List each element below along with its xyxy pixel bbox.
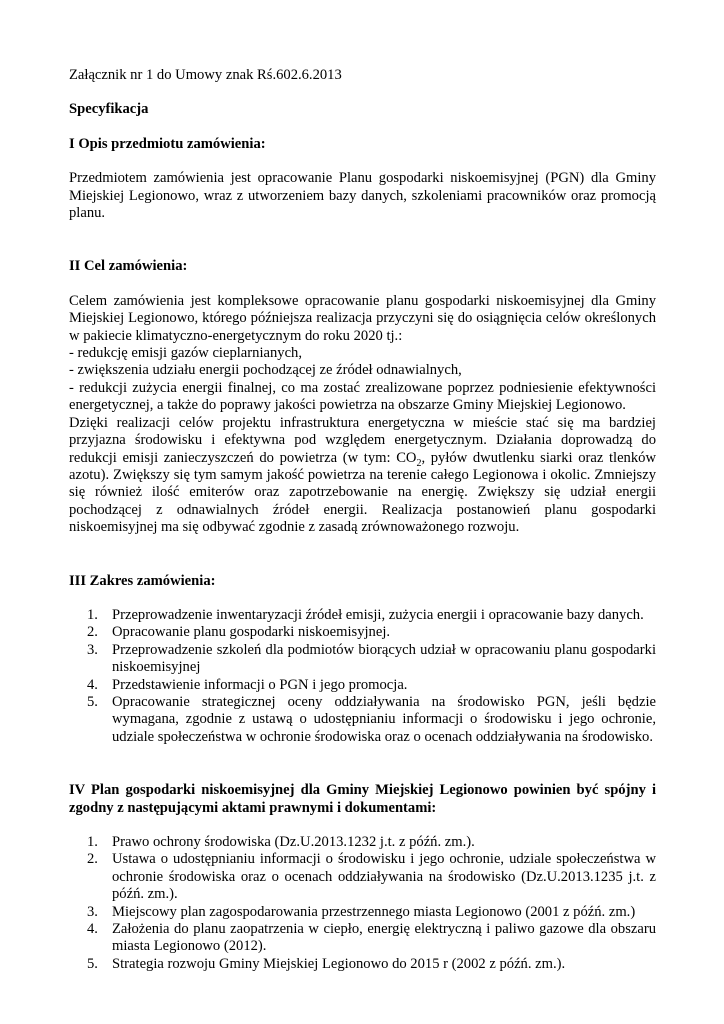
list-item (69, 677, 656, 694)
document-page (69, 67, 656, 973)
attachment-reference: Załącznik nr 1 do Umowy znak Rś.602.6.2013 (69, 67, 342, 83)
list-item-text: Opracowanie strategicznej oceny oddziaływania na środowisko PGN, jeśli będzie wymagana, zgodnie z ustawą o udostępnianiu informacji o środowisku i jego ochronie, udziale społeczeństwa w ochronie środowiska oraz o ocenach oddziaływania na środowisko. (112, 693, 656, 745)
list-item (69, 904, 656, 921)
list-item (69, 834, 656, 851)
section3-heading: III Zakres zamówienia: (69, 572, 216, 589)
list-item (69, 694, 656, 746)
section2-bullet: - zwiększenia udziału energii pochodzącej ze źródeł odnawialnych, (69, 362, 462, 379)
section2-heading: II Cel zamówienia: (69, 258, 188, 275)
section4-list (69, 834, 656, 973)
section2-bullet: - redukcji zużycia energii finalnej, co ma zostać zrealizowane poprzez podniesienie efektywności energetycznej, a także do poprawy jakości powietrza na obszarze Gminy Miejskiej Legionowo. (69, 379, 656, 414)
list-item (69, 642, 656, 677)
list-item-text: Przedstawienie informacji o PGN i jego promocja. (112, 676, 408, 693)
list-item-text: Miejscowy plan zagospodarowania przestrzennego miasta Legionowo (2001 z późń. zm.) (112, 903, 636, 920)
section2-paragraph-part2: , pyłów dwutlenku siarki oraz tlenków azotu). Zwiększy się tym samym jakość powietrza na terenie całego Legionowa i okolic. Zmniejszy się również ilość emiterów oraz zapotrzebowanie na energię. Zwiększy się udział energii pochodzącej z odnawialnych źródeł energii. Realizacja postanowień planu gospodarki niskoemisyjnej ma się odbywać zgodnie z zasadą zrównoważonego rozwoju. (69, 449, 656, 536)
list-item (69, 624, 656, 641)
section3-list (69, 607, 656, 746)
list-item-text: Opracowanie planu gospodarki niskoemisyjnej. (112, 624, 391, 641)
section1-heading: I Opis przedmiotu zamówienia: (69, 135, 266, 152)
list-item-number: 2. (87, 624, 98, 641)
section2-bullet: - redukcję emisji gazów cieplarnianych, (69, 345, 302, 362)
co2-subscript: 2 (416, 457, 422, 469)
list-item-number: 1. (87, 834, 98, 850)
list-item-number: 1. (87, 606, 98, 623)
list-item-text: Przeprowadzenie inwentaryzacji źródeł emisji, zużycia energii i opracowanie bazy danych. (112, 606, 644, 623)
section4-heading: IV Plan gospodarki niskoemisyjnej dla Gminy Miejskiej Legionowo powinien być spójny i zgodny z następującymi aktami prawnymi i dokumentami: (69, 782, 656, 816)
list-item-text: Ustawa o udostępnianiu informacji o środowisku i jego ochronie, udziale społeczeństwa w ochronie środowiska oraz o ocenach oddziaływania na środowisko (Dz.U.2013.1235 j.t. z późń. zm.). (112, 851, 656, 903)
list-item (69, 607, 656, 624)
list-item-number: 2. (87, 851, 98, 868)
list-item (69, 921, 656, 956)
list-item (69, 851, 656, 903)
list-item-number: 4. (87, 676, 98, 693)
list-item-number: 4. (87, 921, 98, 938)
list-item-text: Prawo ochrony środowiska (Dz.U.2013.1232 j.t. z późń. zm.). (112, 834, 475, 850)
list-item (69, 956, 656, 973)
list-item-number: 3. (87, 641, 98, 658)
section2-intro: Celem zamówienia jest kompleksowe opracowanie planu gospodarki niskoemisyjnej dla Gminy Miejskiej Legionowo, którego późniejsza realizacja przyczyni się do osiągnięcia celów określonych w pakiecie klimatyczno-energetycznym do roku 2020 tj.: (69, 292, 656, 344)
section1-paragraph: Przedmiotem zamówienia jest opracowanie Planu gospodarki niskoemisyjnej (PGN) dla Gminy Miejskiej Legionowo, wraz z utworzeniem bazy danych, szkoleniami pracowników oraz promocją planu. (69, 170, 656, 222)
list-item-number: 3. (87, 903, 98, 920)
section2-paragraph-part1: Dzięki realizacji celów projektu infrastruktura energetyczna w mieście stać się ma bardziej przyjazna środowisku i efektywna pod względem energetycznym. Działania doprowadzą do redukcji emisji zanieczyszczeń do powietrza (w tym: CO (69, 414, 656, 466)
section2-paragraph (69, 415, 656, 537)
list-item-number: 5. (87, 693, 98, 710)
list-item-text: Przeprowadzenie szkoleń dla podmiotów biorących udział w opracowaniu planu gospodarki niskoemisyjnej (112, 641, 656, 676)
list-item-text: Założenia do planu zaopatrzenia w ciepło, energię elektryczną i paliwo gazowe dla obszaru miasta Legionowo (2012). (112, 921, 656, 955)
list-item-text: Strategia rozwoju Gminy Miejskiej Legionowo do 2015 r (2002 z późń. zm.). (112, 955, 566, 972)
document-title: Specyfikacja (69, 101, 149, 118)
list-item-number: 5. (87, 955, 98, 972)
